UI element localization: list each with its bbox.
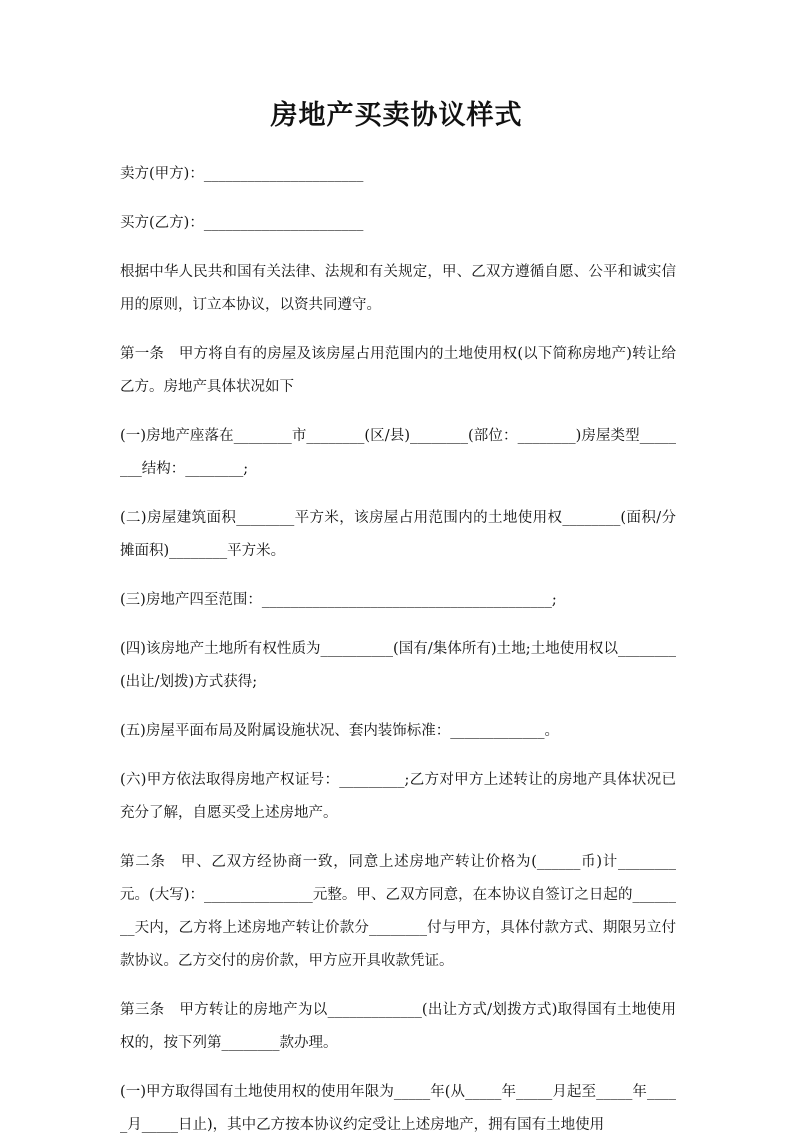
preamble-paragraph: 根据中华人民共和国有关法律、法规和有关规定，甲、乙双方遵循自愿、公平和诚实信用的原则，订立本协议，以资共同遵守。	[120, 264, 676, 313]
seller-line: 卖方(甲方)：______________________	[120, 166, 364, 182]
article-1-paragraph: 第一条 甲方将自有的房屋及该房屋占用范围内的土地使用权(以下简称房地产)转让给乙方。房地产具体状况如下	[120, 346, 676, 395]
clause-1-location: (一)房地产座落在________市________(区/县)________(部位：________)房屋类型________结构：________;	[120, 428, 676, 477]
buyer-line: 买方(乙方)：______________________	[120, 215, 364, 231]
document-body	[120, 158, 676, 1142]
article-3-clause-1: (一)甲方取得国有土地使用权的使用年限为_____年(从_____年_____月起至_____年_____月_____日止)，其中乙方按本协议约定受让上述房地产，拥有国有土地使用	[120, 1084, 676, 1133]
clause-3-boundaries: (三)房地产四至范围：________________________________________;	[120, 592, 557, 608]
clause-4-land-ownership: (四)该房地产土地所有权性质为__________(国有/集体所有)土地;土地使用权以________(出让/划拨)方式获得;	[120, 641, 676, 690]
clause-6-certificate: (六)甲方依法取得房地产权证号：_________;乙方对甲方上述转让的房地产具体状况已充分了解，自愿买受上述房地产。	[120, 772, 676, 821]
clause-5-layout: (五)房屋平面布局及附属设施状况、套内装饰标准：_____________。	[120, 723, 560, 739]
document-title: 房地产买卖协议样式	[270, 100, 523, 131]
article-3-paragraph: 第三条 甲方转让的房地产为以_____________(出让方式/划拨方式)取得国有土地使用权的，按下列第________款办理。	[120, 1002, 676, 1051]
clause-2-area: (二)房屋建筑面积________平方米，该房屋占用范围内的土地使用权________(面积/分摊面积)________平方米。	[120, 510, 676, 559]
article-2-paragraph: 第二条 甲、乙双方经协商一致，同意上述房地产转让价格为(______币)计________元。(大写)：_______________元整。甲、乙双方同意，在本协议自签订之日起的________天内，乙方将上述房地产转让价款分________付与甲方，具体付款方式、期限另立付款协议。乙方交付的房价款，甲方应开具收款凭证。	[120, 854, 676, 969]
